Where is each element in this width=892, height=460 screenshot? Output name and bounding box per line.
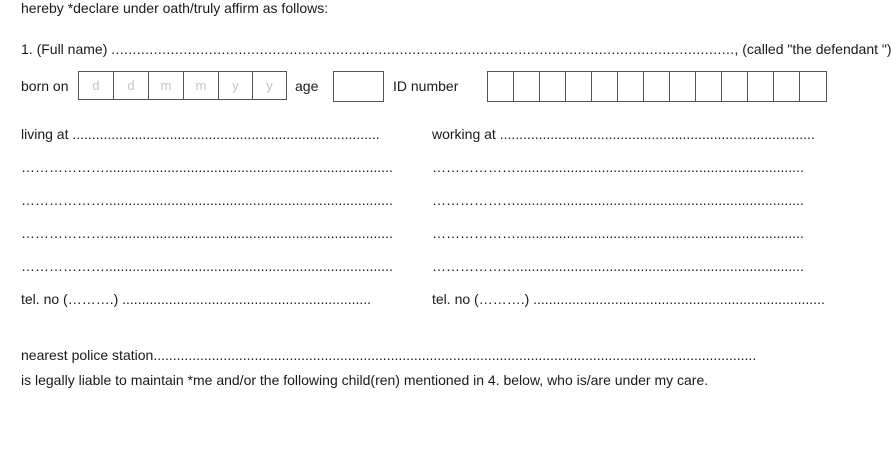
id-digit-cell[interactable] (644, 72, 670, 101)
living-at-line-4[interactable]: ……………….......................................................................... (21, 225, 393, 241)
police-station-field[interactable]: ........................................................................................................................................................... (153, 347, 757, 363)
living-at-line-5[interactable]: ……………….......................................................................... (21, 258, 393, 274)
full-name-suffix: , (called "the defendant ") (734, 41, 892, 57)
dob-day-1[interactable]: d (78, 71, 114, 100)
id-digit-cell[interactable] (592, 72, 618, 101)
intro-text: hereby *declare under oath/truly affirm as follows: (21, 0, 329, 16)
dob-day-2[interactable]: d (113, 71, 149, 100)
dob-month-2[interactable]: m (183, 71, 219, 100)
id-number-field (487, 71, 827, 102)
working-tel-field[interactable]: tel. no (……….) ........................................................................... (432, 291, 825, 307)
living-at-row (21, 126, 386, 142)
id-digit-cell[interactable] (488, 72, 514, 101)
full-name-label: 1. (Full name) (21, 41, 112, 57)
id-digit-cell[interactable] (800, 72, 826, 101)
id-digit-cell[interactable] (566, 72, 592, 101)
police-row (21, 347, 831, 363)
living-at-line-3[interactable]: ……………….......................................................................... (21, 192, 393, 208)
id-digit-cell[interactable] (514, 72, 540, 101)
id-digit-cell[interactable] (722, 72, 748, 101)
id-number-label: ID number (393, 78, 459, 94)
id-digit-cell[interactable] (670, 72, 696, 101)
working-at-label: working at (432, 126, 500, 142)
id-digit-cell[interactable] (748, 72, 774, 101)
police-station-label: nearest police station (21, 347, 154, 363)
id-digit-cell[interactable] (618, 72, 644, 101)
dob-year-1[interactable]: y (218, 71, 253, 100)
working-at-line-1[interactable]: ................................................................................. (499, 126, 815, 142)
living-at-line-1[interactable]: ............................................................................... (72, 126, 380, 142)
age-label: age (295, 78, 319, 94)
id-digit-cell[interactable] (774, 72, 800, 101)
living-at-line-2[interactable]: ……………….......................................................................... (21, 159, 393, 175)
living-at-label: living at (21, 126, 73, 142)
born-on-label: born on (21, 78, 69, 94)
working-at-line-5[interactable]: ……………….......................................................................... (432, 258, 804, 274)
dob-year-2[interactable]: y (252, 71, 287, 100)
liability-statement: is legally liable to maintain *me and/or the following child(ren) mentioned in 4. below, who is/are under my care. (21, 372, 709, 388)
working-at-line-4[interactable]: ……………….......................................................................... (432, 225, 804, 241)
id-digit-cell[interactable] (696, 72, 722, 101)
working-at-line-2[interactable]: ……………….......................................................................... (432, 159, 804, 175)
working-at-line-3[interactable]: ……………….......................................................................... (432, 192, 804, 208)
id-digit-cell[interactable] (540, 72, 566, 101)
working-at-row (432, 126, 830, 142)
full-name-row (21, 41, 892, 57)
dob-month-1[interactable]: m (148, 71, 184, 100)
full-name-field[interactable]: ................................................................................................................................................... (111, 41, 735, 57)
age-input[interactable] (333, 71, 384, 102)
living-tel-field[interactable]: tel. no (……….) ................................................................ (21, 291, 372, 307)
